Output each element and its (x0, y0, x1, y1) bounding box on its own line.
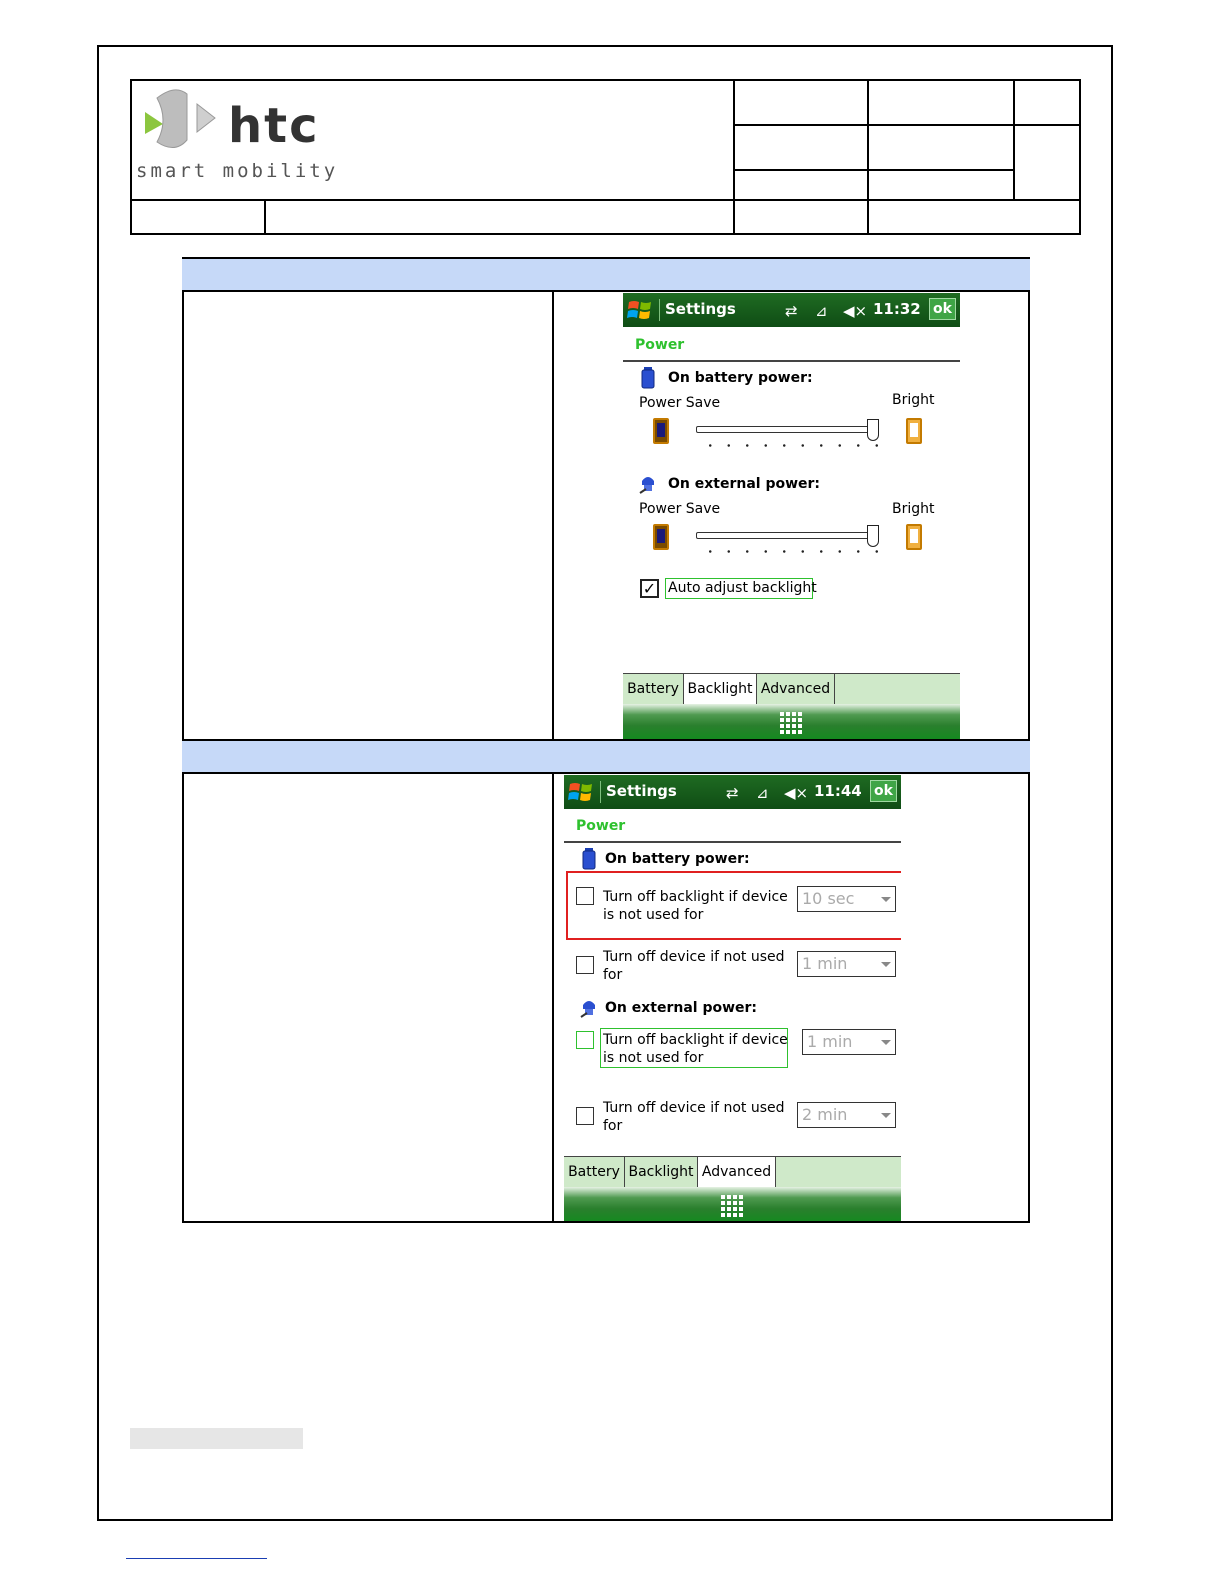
slider-ticks (701, 550, 883, 553)
external-power-icon (579, 997, 599, 1019)
connectivity-icon[interactable]: ⇄ (785, 302, 798, 320)
external-backlight-label: Turn off backlight if device is not used for (603, 1032, 788, 1066)
no-signal-icon[interactable]: ⊿ (756, 784, 769, 802)
header-divider (1013, 79, 1015, 200)
tab-advanced[interactable]: Advanced (698, 1157, 776, 1188)
battery-slider-thumb[interactable] (867, 419, 879, 441)
no-signal-icon[interactable]: ⊿ (815, 302, 828, 320)
battery-device-checkbox[interactable] (576, 956, 594, 974)
dim-screen-icon (653, 524, 669, 550)
external-device-label: Turn off device if not used for (603, 1100, 785, 1134)
external-power-icon (638, 473, 658, 495)
tab-advanced[interactable]: Advanced (757, 674, 835, 705)
bright-screen-icon (906, 418, 922, 444)
tab-battery[interactable]: Battery (623, 674, 684, 705)
backlight-screen (623, 293, 960, 739)
external-slider-thumb[interactable] (867, 525, 879, 547)
slider-min-label: Power Save (639, 501, 721, 517)
battery-device-value: 1 min (802, 954, 848, 973)
windows-start-icon[interactable] (568, 780, 594, 804)
table-header-row (182, 739, 1030, 774)
battery-backlight-value: 10 sec (802, 889, 855, 908)
title-bar (564, 775, 901, 809)
windows-start-icon[interactable] (627, 298, 653, 322)
section-divider (564, 841, 901, 843)
window-title: Settings (665, 300, 736, 318)
battery-backlight-label: Turn off backlight if device is not used for (603, 889, 788, 923)
battery-power-heading: On battery power: (605, 851, 750, 867)
dropdown-arrow-icon (881, 962, 891, 967)
brand-tagline: smart mobility (136, 160, 339, 182)
dropdown-arrow-icon (881, 897, 891, 902)
footer-link-underline (126, 1558, 267, 1559)
title-separator (600, 781, 601, 803)
keyboard-grid-icon[interactable] (721, 1195, 743, 1217)
bright-screen-icon (906, 524, 922, 550)
slider-min-label: Power Save (639, 395, 721, 411)
battery-icon (641, 367, 655, 389)
slider-ticks (701, 444, 883, 447)
mute-icon[interactable]: ◀× (843, 302, 868, 320)
tab-battery[interactable]: Battery (564, 1157, 625, 1188)
battery-backlight-select[interactable] (797, 886, 896, 912)
external-device-checkbox[interactable] (576, 1107, 594, 1125)
header-divider (130, 199, 1081, 201)
soft-key-bar (564, 1187, 901, 1221)
header-divider (264, 199, 266, 235)
header-divider (733, 169, 1015, 171)
connectivity-icon[interactable]: ⇄ (726, 784, 739, 802)
title-bar (623, 293, 960, 327)
tab-bar (564, 1156, 901, 1188)
auto-adjust-checkbox[interactable]: ✓ (640, 579, 659, 598)
header-divider (733, 124, 1081, 126)
auto-adjust-label[interactable]: Auto adjust backlight (668, 580, 817, 596)
brand-name: htc (228, 98, 320, 154)
section-divider (623, 360, 960, 362)
slider-max-label: Bright (892, 501, 935, 517)
section-title: Power (635, 337, 685, 353)
tab-bar (623, 673, 960, 705)
soft-key-bar (623, 704, 960, 739)
keyboard-grid-icon[interactable] (780, 712, 802, 734)
dropdown-arrow-icon (881, 1113, 891, 1118)
dim-screen-icon (653, 418, 669, 444)
header-divider (867, 79, 869, 235)
window-title: Settings (606, 782, 677, 800)
slider-max-label: Bright (892, 392, 935, 408)
advanced-screen (564, 775, 901, 1221)
htc-logo-icon (135, 84, 221, 154)
tab-backlight[interactable]: Backlight (625, 1157, 698, 1188)
external-backlight-checkbox[interactable] (576, 1031, 594, 1049)
ok-button[interactable]: ok (929, 298, 956, 320)
clock[interactable]: 11:44 (814, 782, 862, 800)
battery-device-label: Turn off device if not used for (603, 949, 785, 983)
battery-brightness-slider[interactable] (696, 426, 879, 433)
redacted-block (130, 1428, 303, 1449)
external-backlight-select[interactable] (802, 1029, 896, 1055)
ok-button[interactable]: ok (870, 780, 897, 802)
external-power-heading: On external power: (605, 1000, 758, 1016)
battery-device-select[interactable] (797, 951, 896, 977)
mute-icon[interactable]: ◀× (784, 784, 809, 802)
table-column-divider (552, 773, 554, 1223)
battery-power-heading: On battery power: (668, 370, 813, 386)
header-divider (733, 79, 735, 235)
table-column-divider (552, 291, 554, 740)
external-device-select[interactable] (797, 1102, 896, 1128)
table-header-row (182, 257, 1030, 292)
battery-backlight-checkbox[interactable] (576, 887, 594, 905)
external-power-heading: On external power: (668, 476, 821, 492)
dropdown-arrow-icon (881, 1040, 891, 1045)
external-device-value: 2 min (802, 1105, 848, 1124)
section-title: Power (576, 818, 626, 834)
tab-backlight[interactable]: Backlight (684, 674, 757, 705)
clock[interactable]: 11:32 (873, 300, 921, 318)
battery-icon (582, 848, 596, 870)
external-brightness-slider[interactable] (696, 532, 879, 539)
title-separator (659, 299, 660, 321)
external-backlight-value: 1 min (807, 1032, 853, 1051)
